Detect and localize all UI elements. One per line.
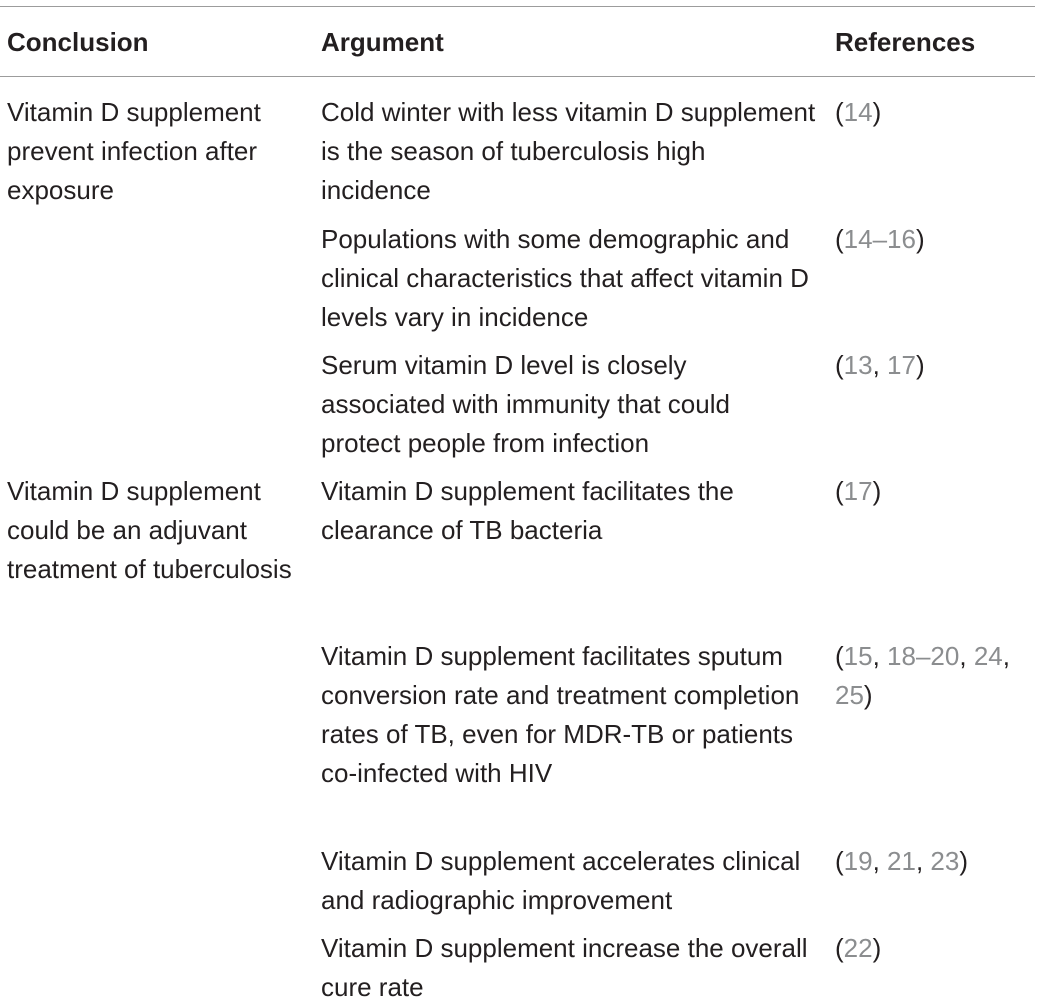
references-cell: (15, 18–20, 24, 25): [835, 641, 1010, 710]
reference-link[interactable]: 17: [887, 350, 916, 380]
argument-cell: Cold winter with less vitamin D supplement is the season of tuberculosis high incidence: [321, 97, 816, 205]
references-cell: (13, 17): [835, 350, 925, 380]
header-argument: Argument: [321, 27, 444, 57]
header-rule: [0, 76, 1035, 77]
references-cell: (14): [835, 97, 882, 127]
argument-cell: Vitamin D supplement facilitates the clearance of TB bacteria: [321, 476, 734, 545]
reference-link[interactable]: 21: [887, 846, 916, 876]
reference-link[interactable]: 14: [843, 97, 873, 127]
references-cell: (22): [835, 933, 882, 963]
reference-link[interactable]: 15: [843, 641, 873, 671]
reference-link[interactable]: 17: [843, 476, 873, 506]
references-cell: (14–16): [835, 224, 925, 254]
references-cell: (19, 21, 23): [835, 846, 969, 876]
argument-cell: Vitamin D supplement facilitates sputum conversion rate and treatment completion rates of TB, even for MDR-TB or patients co-infected with HIV: [321, 641, 800, 788]
conclusion-cell: Vitamin D supplement could be an adjuvant treatment of tuberculosis: [7, 476, 292, 584]
reference-link[interactable]: 14–16: [843, 224, 916, 254]
header-references: References: [835, 27, 976, 57]
argument-cell: Vitamin D supplement increase the overall cure rate: [321, 933, 808, 1002]
reference-link[interactable]: 19: [843, 846, 873, 876]
table-top-rule: [0, 6, 1035, 7]
reference-link[interactable]: 23: [930, 846, 960, 876]
reference-link[interactable]: 13: [843, 350, 873, 380]
conclusion-cell: Vitamin D supplement prevent infection after exposure: [7, 97, 261, 205]
reference-link[interactable]: 25: [835, 680, 864, 710]
reference-link[interactable]: 18–20: [887, 641, 960, 671]
argument-cell: Serum vitamin D level is closely associated with immunity that could protect people from infection: [321, 350, 730, 458]
argument-cell: Populations with some demographic and clinical characteristics that affect vitamin D levels vary in incidence: [321, 224, 809, 332]
reference-link[interactable]: 22: [843, 933, 873, 963]
reference-link[interactable]: 24: [973, 641, 1003, 671]
header-conclusion: Conclusion: [7, 27, 149, 57]
references-cell: (17): [835, 476, 882, 506]
argument-cell: Vitamin D supplement accelerates clinical and radiographic improvement: [321, 846, 801, 915]
